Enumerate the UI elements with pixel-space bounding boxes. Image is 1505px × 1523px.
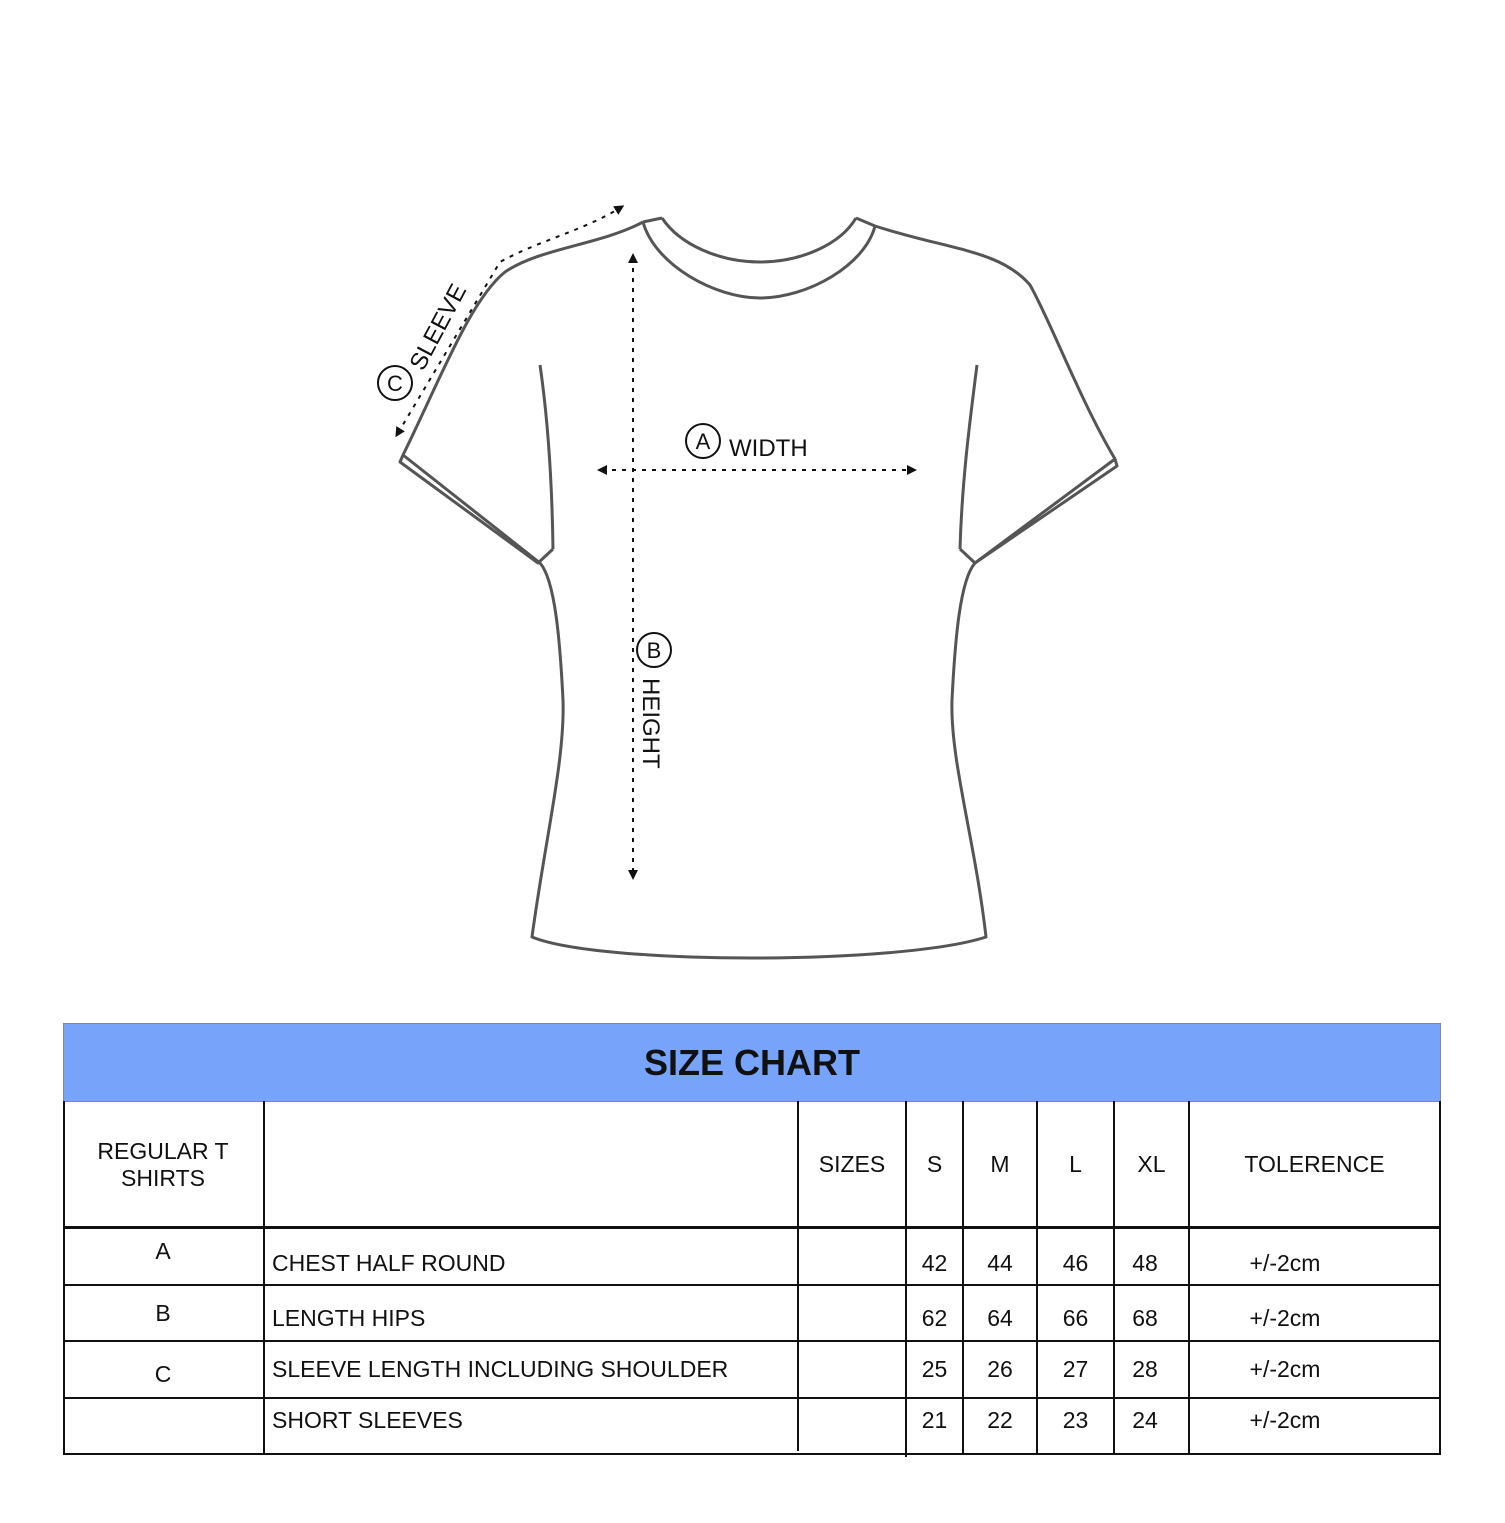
sleeve-letter: C <box>387 371 403 396</box>
height-label-group <box>637 633 671 769</box>
table-row-s <box>907 1342 962 1397</box>
row-tolerance-value: +/-2cm <box>1249 1356 1321 1382</box>
table-row-measure <box>272 1399 797 1453</box>
header-tolerance-label: TOLERENCE <box>1244 1151 1385 1177</box>
header-sizes-label: SIZES <box>818 1151 886 1177</box>
row-tolerance-value: +/-2cm <box>1249 1406 1321 1433</box>
row-m-value: 22 <box>987 1406 1013 1433</box>
row-tolerance-value: +/-2cm <box>1249 1304 1321 1331</box>
table-row-tolerance <box>1190 1286 1380 1340</box>
height-label: HEIGHT <box>637 678 664 769</box>
table-row-l <box>1038 1229 1113 1284</box>
header-size-l <box>1038 1103 1113 1226</box>
row-measure-label: CHEST HALF ROUND <box>272 1250 506 1276</box>
row-s-value: 42 <box>921 1250 948 1276</box>
size-chart-title: SIZE CHART <box>644 1041 860 1083</box>
table-row-xl <box>1115 1399 1175 1453</box>
header-size-l-label: L <box>1069 1151 1082 1177</box>
table-row-code <box>63 1342 263 1397</box>
row-xl-value: 24 <box>1132 1406 1158 1433</box>
header-size-m <box>964 1103 1036 1226</box>
table-row-code <box>63 1399 263 1453</box>
table-row-m <box>964 1342 1036 1397</box>
row-s-value: 62 <box>921 1304 948 1331</box>
size-chart-table <box>63 1023 1441 1455</box>
table-row-l <box>1038 1342 1113 1397</box>
table-row-code <box>63 1229 263 1284</box>
table-row-tolerance <box>1190 1342 1380 1397</box>
table-row-s <box>907 1286 962 1340</box>
table-row-tolerance <box>1190 1399 1380 1453</box>
row-m-value: 44 <box>987 1250 1013 1276</box>
header-regular-t-shirts-label: REGULAR T SHIRTS <box>97 1137 229 1191</box>
table-row-l <box>1038 1399 1113 1453</box>
row-code-label: C <box>154 1361 172 1387</box>
row-measure-label: SLEEVE LENGTH INCLUDING SHOULDER <box>272 1356 729 1382</box>
header-regular-t-shirts <box>63 1103 263 1226</box>
table-row-xl <box>1115 1342 1175 1397</box>
row-xl-value: 48 <box>1132 1250 1158 1276</box>
table-row-xl <box>1115 1286 1175 1340</box>
header-measure <box>265 1103 797 1226</box>
header-tolerance <box>1190 1103 1439 1226</box>
table-row-l <box>1038 1286 1113 1340</box>
table-row-s <box>907 1229 962 1284</box>
table-row-s <box>907 1399 962 1453</box>
header-size-m-label: M <box>990 1151 1010 1177</box>
header-size-s-label: S <box>926 1151 943 1177</box>
header-sizes <box>799 1103 905 1226</box>
row-xl-value: 68 <box>1132 1304 1158 1331</box>
size-chart-title-bar <box>63 1023 1441 1102</box>
row-m-value: 64 <box>987 1304 1013 1331</box>
table-row-measure <box>272 1229 797 1284</box>
height-letter: B <box>646 638 662 663</box>
table-row-tolerance <box>1190 1229 1380 1284</box>
table-row-m <box>964 1229 1036 1284</box>
row-l-value: 23 <box>1062 1406 1089 1433</box>
header-size-xl <box>1115 1103 1188 1226</box>
row-xl-value: 28 <box>1132 1356 1158 1382</box>
table-row-measure <box>272 1286 797 1340</box>
width-label: WIDTH <box>729 435 808 462</box>
row-s-value: 25 <box>921 1356 948 1382</box>
table-row-code <box>63 1286 263 1340</box>
row-s-value: 21 <box>921 1406 948 1433</box>
header-size-s <box>907 1103 962 1226</box>
sleeve-label: SLEEVE <box>404 279 473 375</box>
table-row-m <box>964 1399 1036 1453</box>
row-code-label: B <box>155 1299 171 1326</box>
width-letter: A <box>695 429 711 454</box>
row-l-value: 66 <box>1062 1304 1089 1331</box>
tshirt-outline <box>400 218 1117 958</box>
row-measure-label: SHORT SLEEVES <box>272 1406 463 1433</box>
table-row-measure <box>272 1342 797 1397</box>
row-m-value: 26 <box>987 1356 1013 1382</box>
header-size-xl-label: XL <box>1137 1151 1166 1177</box>
row-l-value: 27 <box>1062 1356 1089 1382</box>
width-label-group <box>686 424 808 462</box>
row-code-label: A <box>155 1238 171 1264</box>
row-measure-label: LENGTH HIPS <box>272 1304 426 1331</box>
table-row-xl <box>1115 1229 1175 1284</box>
row-tolerance-value: +/-2cm <box>1249 1250 1321 1276</box>
row-l-value: 46 <box>1062 1250 1089 1276</box>
table-row-m <box>964 1286 1036 1340</box>
